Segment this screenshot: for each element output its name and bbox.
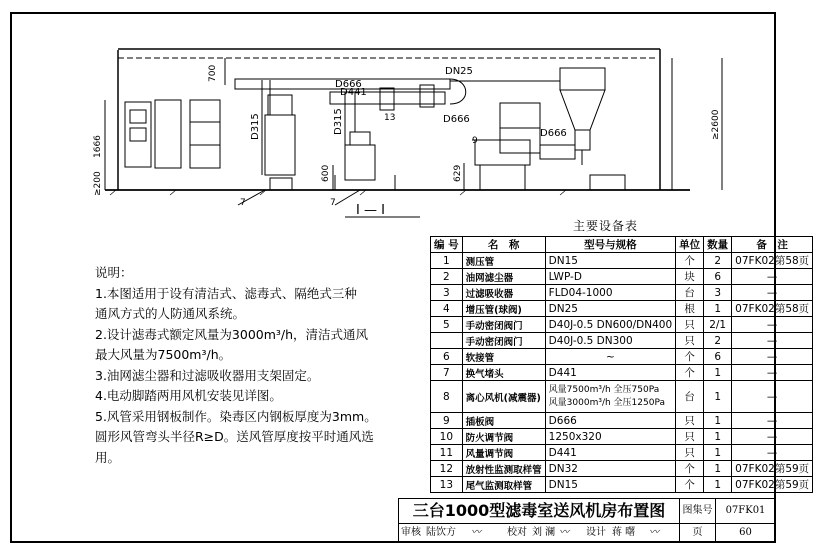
- label-dn25: DN25: [445, 66, 473, 77]
- dim-200: ≥200: [93, 171, 103, 196]
- col-note: 备 注: [732, 237, 813, 253]
- checker-name: 刘 澜: [532, 527, 556, 538]
- label-7-left: 7: [240, 198, 246, 208]
- table-row: 10 防火调节阀 1250x320 只 1 —: [431, 429, 813, 445]
- table-header-row: [431, 237, 813, 253]
- table-row: 2 油网滤尘器 LWP-D 块 6 —: [431, 269, 813, 285]
- note-line: 3.油网滤尘器和过滤吸收器用支架固定。: [95, 367, 320, 383]
- dim-1666: 1666: [93, 135, 103, 158]
- note-line: 用。: [95, 449, 121, 465]
- table-row: 13 尾气监测取样管 DN15 个 1 07FK02第59页: [431, 477, 813, 493]
- table-row: 8 离心风机(减震器) 风量7500m³/h 全压750Pa 风量3000m³/h 全压1250Pa 台 1 —: [431, 381, 813, 413]
- section-label: I — I: [356, 203, 385, 218]
- label-d666-top: D666: [335, 79, 362, 90]
- table-row: 12 放射性监测取样管 DN32 个 1 07FK02第59页: [431, 461, 813, 477]
- title-block: [398, 498, 776, 543]
- table-row: 7 换气堵头 D441 个 1 —: [431, 365, 813, 381]
- checker-signature: 〰: [559, 527, 569, 538]
- review-label: 审核: [401, 527, 421, 538]
- design-label: 设计: [586, 527, 606, 538]
- atlas-label: 图集号: [680, 498, 716, 524]
- reviewer-signature: 〰: [471, 527, 481, 538]
- col-no: 编 号: [431, 237, 463, 253]
- dim-600: 600: [321, 164, 331, 182]
- equipment-table: [430, 236, 813, 493]
- dim-629: 629: [453, 164, 463, 182]
- table-row: 3 过滤吸收器 FLD04-1000 台 3 —: [431, 285, 813, 301]
- table-row: 11 风量调节阀 D441 只 1 —: [431, 445, 813, 461]
- note-line: 通风方式的人防通风系统。: [95, 306, 246, 321]
- check-label: 校对: [507, 527, 527, 538]
- table-row: 6 软接管 ~ 个 6 —: [431, 349, 813, 365]
- col-name: 名 称: [462, 237, 545, 253]
- label-9: 9: [472, 136, 478, 146]
- fan-spec-2: 风量3000m³/h 全压1250Pa: [548, 397, 665, 408]
- drawing-title: 三台1000型滤毒室送风机房布置图: [398, 498, 680, 524]
- page-label: 页: [680, 524, 716, 543]
- table-row: 5 手动密闭阀门 D40J-0.5 DN600/DN400 只 2/1 —: [431, 317, 813, 333]
- col-unit: 单位: [676, 237, 704, 253]
- table-row: 1 测压管 DN15 个 2 07FK02第58页: [431, 253, 813, 269]
- label-d315-right: D315: [333, 108, 344, 135]
- label-7-right: 7: [330, 198, 336, 208]
- note-line: 最大风量为7500m³/h。: [95, 347, 232, 362]
- note-line: 5.风管采用钢板制作。染毒区内钢板厚度为3mm。: [95, 408, 377, 424]
- label-13: 13: [384, 113, 396, 123]
- notes: [95, 263, 395, 468]
- note-line: 圆形风管弯头半径R≥D。送风管厚度按平时通风选: [95, 429, 374, 444]
- note-line: 1.本图适用于设有清洁式、滤毒式、隔绝式三种: [95, 285, 357, 301]
- signature-row: [398, 524, 680, 543]
- dim-700: 700: [208, 64, 218, 82]
- note-line: 4.电动脚踏两用风机安装见详图。: [95, 388, 282, 403]
- dim-2600: ≥2600: [711, 109, 721, 140]
- fan-spec-1: 风量7500m³/h 全压750Pa: [548, 384, 660, 395]
- table-title: 主要设备表: [573, 219, 639, 233]
- label-d315-left: D315: [250, 113, 261, 140]
- page-number: 60: [716, 524, 776, 543]
- label-d666-right: D666: [540, 128, 567, 139]
- col-qty: 数量: [704, 237, 732, 253]
- reviewer-name: 陆饮方: [426, 527, 456, 538]
- designer-name: 蒋 曙: [612, 527, 636, 538]
- table-row: 4 增压管(球阀) DN25 根 1 07FK02第58页: [431, 301, 813, 317]
- designer-signature: 〰: [649, 527, 659, 538]
- note-line: 2.设计滤毒式额定风量为3000m³/h，清洁式通风: [95, 326, 369, 342]
- label-d666-mid: D666: [443, 114, 470, 125]
- table-row: 手动密闭阀门 D40J-0.5 DN300 只 2 —: [431, 333, 813, 349]
- table-row: 9 插板阀 D666 只 1 —: [431, 413, 813, 429]
- notes-title: 说明：: [95, 265, 133, 280]
- col-spec: 型号与规格: [545, 237, 676, 253]
- label-d441: D441: [340, 87, 367, 98]
- atlas-number: 07FK01: [716, 498, 776, 524]
